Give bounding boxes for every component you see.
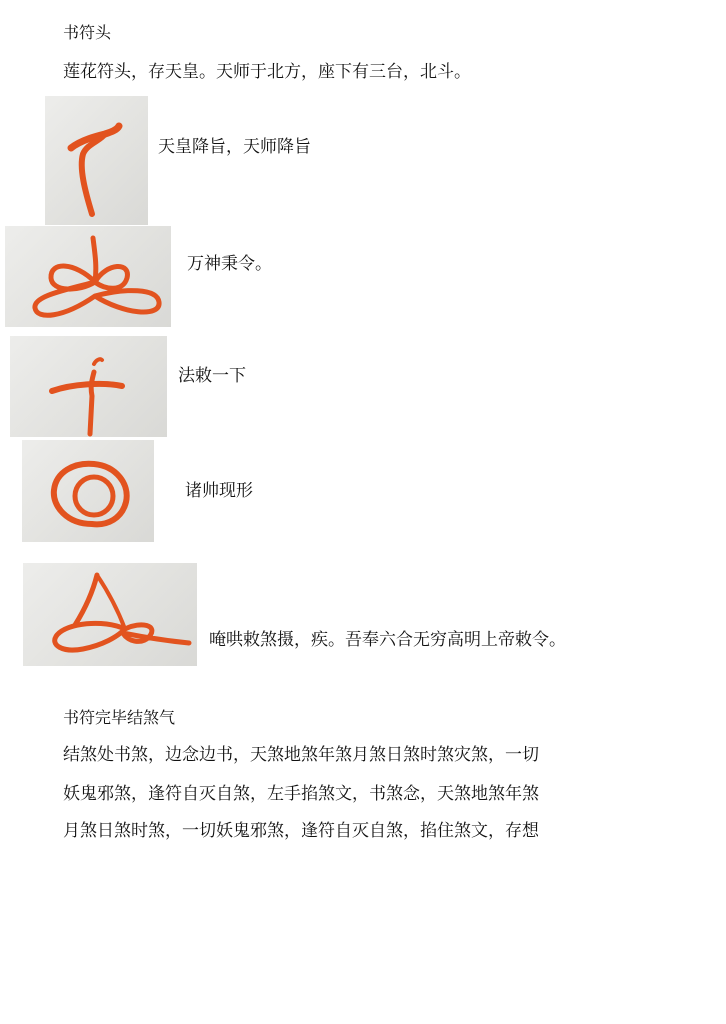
talisman-stroke-photo-2 (5, 226, 171, 327)
body-line-3: 月煞日煞时煞，一切妖鬼邪煞，逢符自灭自煞，掐住煞文，存想 (63, 821, 539, 841)
step-caption-3: 法敕一下 (178, 366, 246, 386)
body-line-2: 妖鬼邪煞，逢符自灭自煞，左手掐煞文，书煞念，天煞地煞年煞 (63, 784, 539, 804)
talisman-stroke-photo-5 (23, 563, 197, 666)
talisman-stroke-photo-1 (45, 96, 148, 225)
section-heading: 书符完毕结煞气 (63, 708, 176, 727)
talisman-stroke-photo-4 (22, 440, 154, 542)
step-caption-1: 天皇降旨，天师降旨 (158, 137, 311, 157)
step-caption-2: 万神秉令。 (187, 254, 272, 274)
step-caption-4: 诸帅现形 (185, 481, 253, 501)
intro-text: 莲花符头，存天皇。天师于北方，座下有三台，北斗。 (63, 62, 471, 82)
step-caption-5: 唵哄敕煞摄，疾。吾奉六合无穷高明上帝敕令。 (209, 630, 566, 650)
section-heading: 书符头 (63, 23, 112, 42)
talisman-stroke-photo-3 (10, 336, 167, 437)
body-line-1: 结煞处书煞，边念边书，天煞地煞年煞月煞日煞时煞灾煞，一切 (63, 745, 539, 765)
